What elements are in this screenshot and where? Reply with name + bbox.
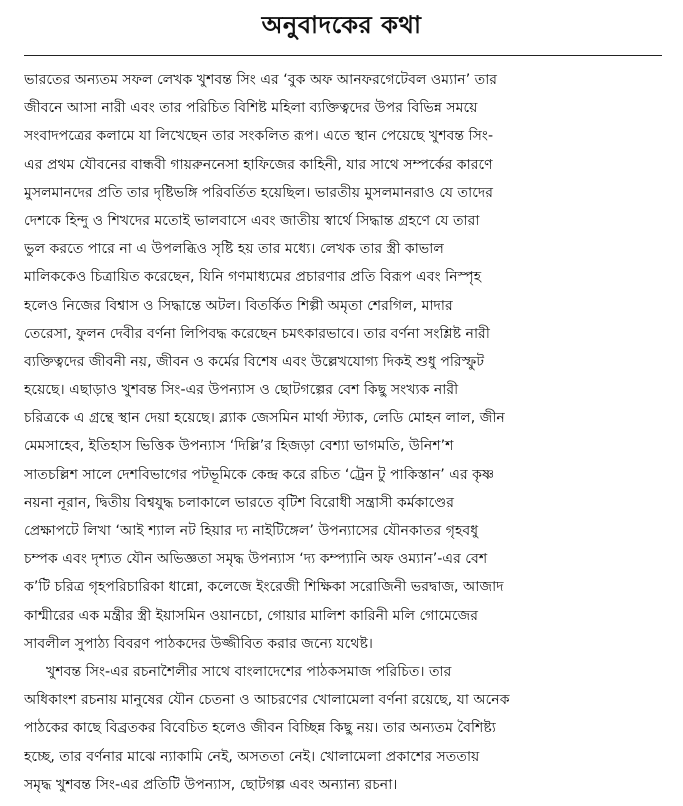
text-line: সাতচল্লিশ সালে দেশবিভাগের পটভূমিকে কেন্দ্র করে রচিত ‘ট্রেন টু পাকিস্তান’ এর কৃষ্ণ bbox=[24, 466, 495, 483]
text-line: তেরেসা, ফুলন দেবীর বর্ণনা লিপিবদ্ধ করেছেন চমৎকারভাবে। তার বর্ণনা সংশ্লিষ্ট নারী bbox=[24, 325, 490, 342]
text-line: এর প্রথম যৌবনের বান্ধবী গায়রুননেসা হাফিজের কাহিনী, যার সাথে সম্পর্কের কারণে bbox=[24, 156, 493, 173]
text-line: সংবাদপত্রের কলামে যা লিখেছেন তার সংকলিত রূপ। এতে স্থান পেয়েছে খুশবন্ত সিং- bbox=[24, 128, 494, 145]
text-line: অধিকাংশ রচনায় মানুষের যৌন চেতনা ও আচরণের খোলামেলা বর্ণনা রয়েছে, যা অনেক bbox=[24, 692, 510, 709]
text-line: হচ্ছে, তার বর্ণনার মাঝে ন্যাকামি নেই, অসততা নেই। খোলামেলা প্রকাশের সততায় bbox=[24, 748, 480, 765]
text-line: চম্পক এবং দৃশ্যত যৌন অভিজ্ঞতা সমৃদ্ধ উপন্যাস ‘দ্য কম্প্যানি অফ ওম্যান’-এর বেশ bbox=[24, 551, 488, 568]
text-line: সাবলীল সুপাঠ্য বিবরণ পাঠকদের উজ্জীবিত করার জন্যে যথেষ্ট। bbox=[24, 635, 373, 652]
text-line: মুসলমানদের প্রতি তার দৃষ্টিভঙ্গি পরিবর্তিত হয়েছিল। ভারতীয় মুসলমানরাও যে তাদের bbox=[24, 184, 494, 201]
text-line: দেশকে হিন্দু ও শিখদের মতোই ভালবাসে এবং জাতীয় স্বার্থে সিদ্ধান্ত গ্রহণে যে তারা bbox=[24, 212, 480, 229]
text-line: সমৃদ্ধ খুশবন্ত সিং-এর প্রতিটি উপন্যাস, ছোটগল্প এবং অন্যান্য রচনা। bbox=[24, 776, 398, 793]
paragraph-2 bbox=[24, 658, 662, 799]
body-text bbox=[24, 66, 662, 799]
text-line: ব্যক্তিত্বদের জীবনী নয়, জীবন ও কর্মের বিশেষ এবং উল্লেখযোগ্য দিকই শুধু পরিস্ফুট bbox=[24, 353, 485, 370]
text-line: চরিত্রকে এ গ্রন্থে স্থান দেয়া হয়েছে। ব্ল্যাক জেসমিন মার্থা স্ট্যাক, লেডি মোহন লাল, জীন bbox=[24, 410, 505, 427]
text-line: হয়েছে। এছাড়াও খুশবন্ত সিং-এর উপন্যাস ও ছোটগল্পের বেশ কিছু সংখ্যক নারী bbox=[24, 382, 459, 399]
text-line: প্রেক্ষাপটে লিখা ‘আই শ্যাল নট হিয়ার দ্য নাইটিঙ্গেল’ উপন্যাসের যৌনকাতর গৃহবধু bbox=[24, 523, 479, 539]
text-line: ভারতের অন্যতম সফল লেখক খুশবন্ত সিং এর ‘বুক অফ আনফরগেটেবল ওম্যান’ তার bbox=[24, 72, 498, 88]
text-line: মেমসাহেব, ইতিহাস ভিত্তিক উপন্যাস ‘দিল্লি’র হিজড়া বেশ্যা ভাগমতি, উনিশ’শ bbox=[24, 438, 454, 455]
text-line: পাঠকের কাছে বিব্রতকর বিবেচিত হলেও জীবন বিচ্ছিন্ন কিছু নয়। তার অন্যতম বৈশিষ্ট্য bbox=[24, 720, 496, 737]
text-line: হলেও নিজের বিশ্বাস ও সিদ্ধান্তে অটল। বিতর্কিত শিল্পী অমৃতা শেরগিল, মাদার bbox=[24, 297, 453, 314]
text-line: নয়না নূরান, দ্বিতীয় বিশ্বযুদ্ধ চলাকালে ভারতে বৃটিশ বিরোধী সন্ত্রাসী কর্মকাণ্ডের bbox=[24, 494, 454, 511]
page-title: অনুবাদকের কথা bbox=[261, 11, 422, 39]
text-line: ভুল করতে পারে না এ উপলব্ধিও সৃষ্টি হয় তার মধ্যে। লেখক তার স্ত্রী কাভাল bbox=[24, 241, 444, 258]
paragraph-1 bbox=[24, 66, 662, 658]
text-line: মালিককেও চিত্রায়িত করেছেন, যিনি গণমাধ্যমের প্রচারণার প্রতি বিরূপ এবং নিস্পৃহ bbox=[24, 269, 482, 286]
text-line: কাশ্মীরের এক মন্ত্রীর স্ত্রী ইয়াসমিন ওয়ানচো, গোয়ার মালিশ কারিনী মলি গোমেজের bbox=[24, 607, 479, 624]
text-line: খুশবন্ত সিং-এর রচনাশৈলীর সাথে বাংলাদেশের পাঠকসমাজ পরিচিত। তার bbox=[46, 663, 452, 680]
text-line: জীবনে আসা নারী এবং তার পরিচিত বিশিষ্ট মহিলা ব্যক্তিত্বদের উপর বিভিন্ন সময়ে bbox=[24, 100, 478, 117]
text-line: ক’টি চরিত্র গৃহপরিচারিকা ধান্নো, কলেজে ইংরেজী শিক্ষিকা সরোজিনী ভরদ্বাজ, আজাদ bbox=[24, 579, 504, 596]
title-divider bbox=[24, 55, 662, 56]
